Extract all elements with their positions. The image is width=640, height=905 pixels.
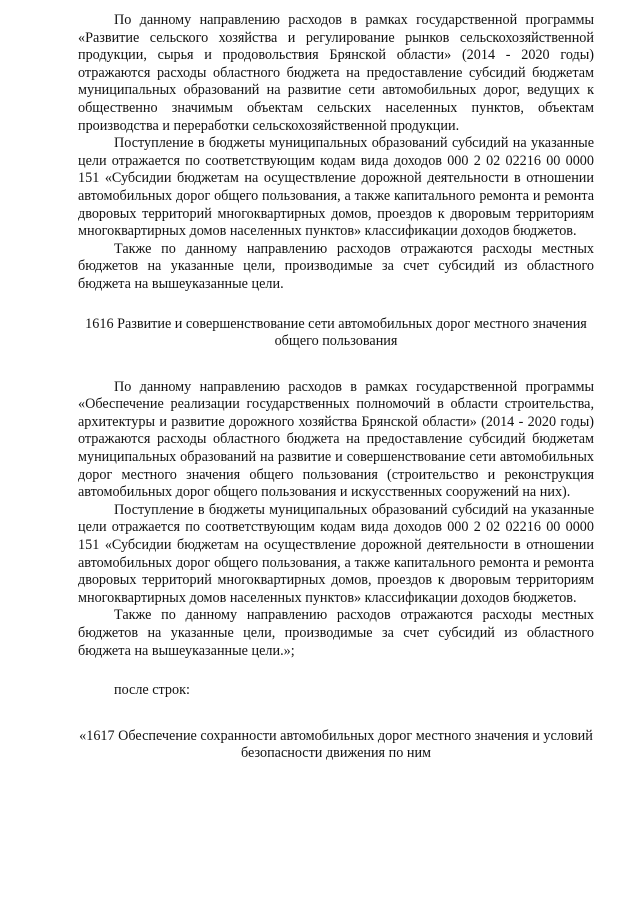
paragraph-after-lines: после строк: [114, 682, 190, 699]
spacer [78, 351, 594, 379]
heading-1616: 1616 Развитие и совершенствование сети автомобильных дорог местного значения общего пользования [85, 315, 587, 350]
spacer [78, 294, 594, 316]
spacer [78, 660, 594, 682]
heading-1617: «1617 Обеспечение сохранности автомобильных дорог местного значения и условий безопасности движения по ним [79, 727, 593, 762]
spacer [78, 700, 594, 728]
paragraph-local-budgets-2: Также по данному направлению расходов отражаются расходы местных бюджетов на указанные цели, производимые за счет субсидий из областного бюджета на вышеуказанные цели.»; [78, 607, 594, 659]
paragraph-program-agriculture: По данному направлению расходов в рамках государственной программы «Развитие сельского хозяйства и регулирование рынков сельскохозяйственной продукции, сырья и продовольствия Брянской области» (2014 - 2020 годы) отражаются расходы областного бюджета на предоставление субсидий бюджетам муниципальных образований на развитие сети автомобильных дорог, ведущих к общественно значимым объектам сельских населенных пунктов, объектам производства и переработки сельскохозяйственной продукции. [78, 12, 594, 134]
paragraph-program-road-construction: По данному направлению расходов в рамках государственной программы «Обеспечение реализации государственных полномочий в области строительства, архитектуры и развитие дорожного хозяйства Брянской области» (2014 - 2020 годы) отражаются расходы областного бюджета на предоставление субсидий бюджетам муниципальных образований на развитие и совершенствование сети автомобильных дорог местного значения общего пользования (строительство и реконструкция автомобильных дорог общего пользования и искусственных сооружений на них). [78, 378, 594, 501]
paragraph-local-budgets: Также по данному направлению расходов отражаются расходы местных бюджетов на указанные цели, производимые за счет субсидий из областного бюджета на вышеуказанные цели. [78, 240, 594, 292]
paragraph-income-codes-2: Поступление в бюджеты муниципальных образований субсидий на указанные цели отражается по соответствующим кодам вида доходов 000 2 02 02216 00 0000 151 «Субсидии бюджетам на осуществление дорожной деятельности в отношении автомобильных дорог общего пользования, а также капитального ремонта и ремонта дворовых территорий многоквартирных домов, проездов к дворовым территориям многоквартирных домов населенных пунктов» классификации доходов бюджетов. [78, 501, 594, 606]
paragraph-income-codes: Поступление в бюджеты муниципальных образований субсидий на указанные цели отражается по соответствующим кодам вида доходов 000 2 02 02216 00 0000 151 «Субсидии бюджетам на осуществление дорожной деятельности в отношении автомобильных дорог общего пользования, а также капитального ремонта и ремонта дворовых территорий многоквартирных домов, проездов к дворовым территориям многоквартирных домов населенных пунктов» классификации доходов бюджетов. [78, 135, 594, 240]
document-page [78, 12, 594, 763]
